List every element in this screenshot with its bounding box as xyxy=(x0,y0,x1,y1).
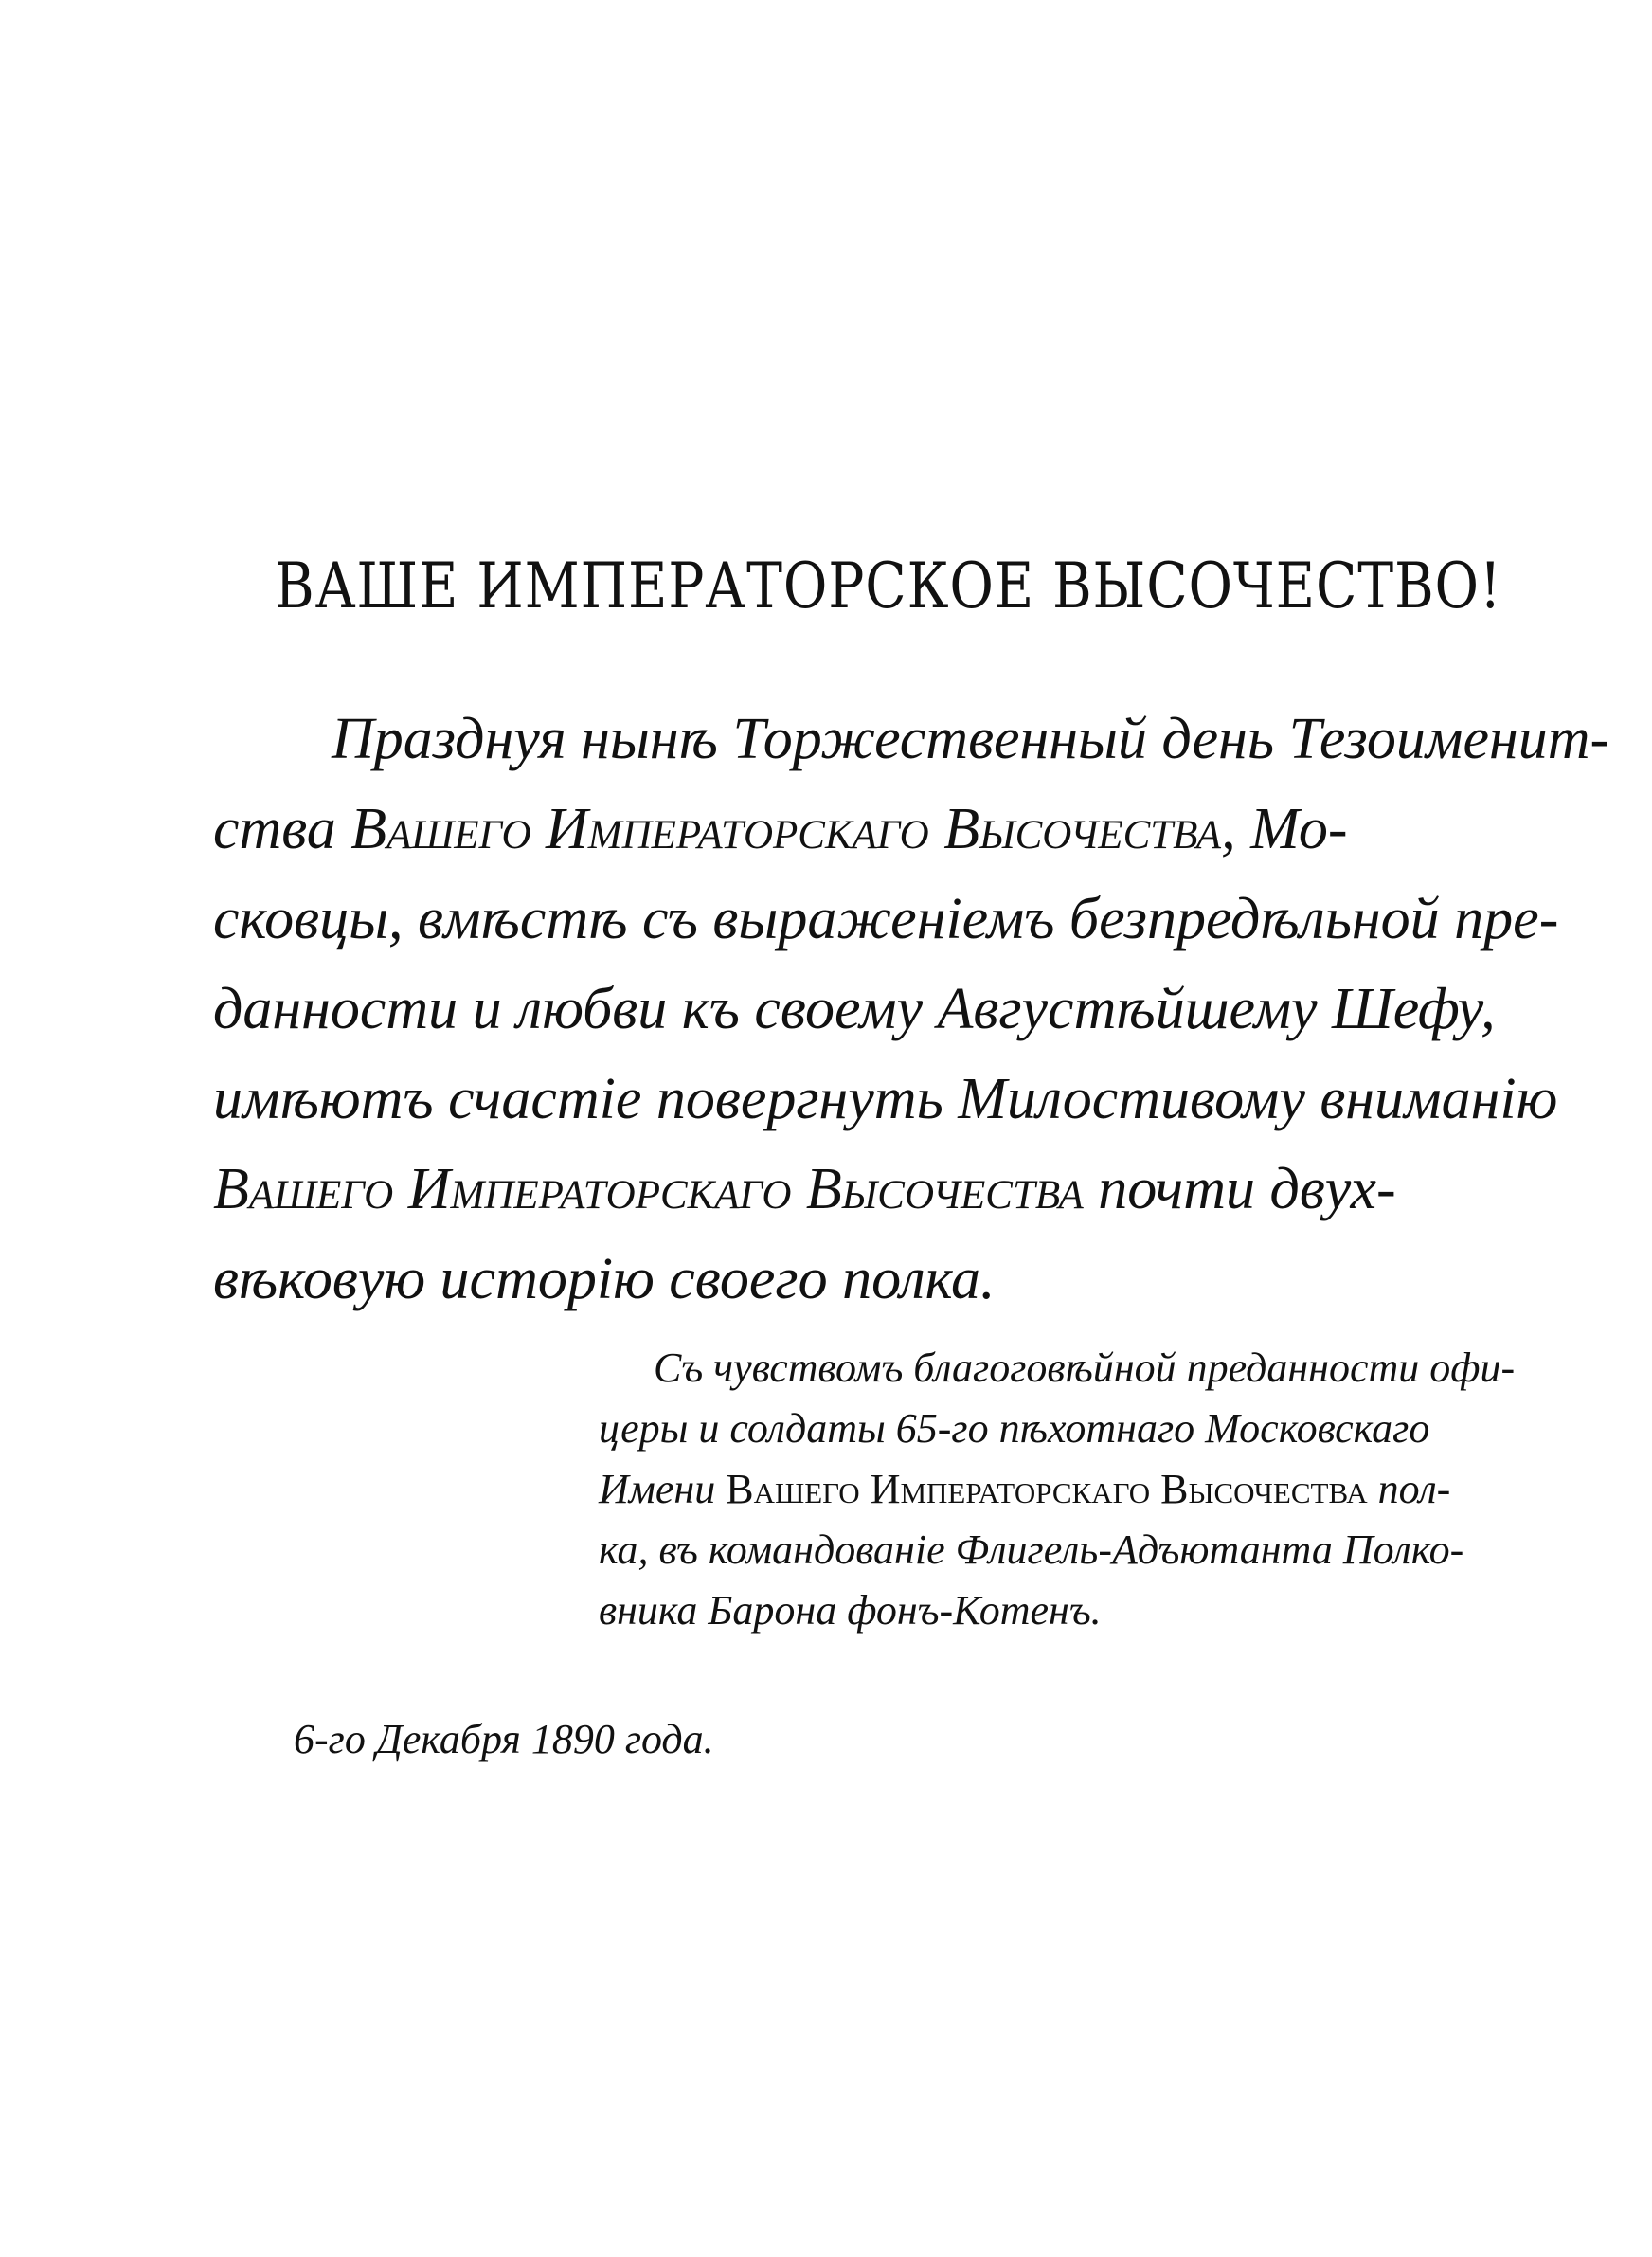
paragraph-line: имѣютъ счастіе повергнуть Милостивому вниманію xyxy=(213,1067,1558,1131)
signature-text: Имени xyxy=(599,1466,727,1512)
signature-text: пол- xyxy=(1367,1466,1451,1512)
document-date: 6-го Декабря 1890 года. xyxy=(294,1716,714,1762)
page-title: ВАШЕ ИМПЕРАТОРСКОЕ ВЫСОЧЕСТВО! xyxy=(275,550,1502,623)
paragraph-line: сковцы, вмѣстѣ съ выраженіемъ безпредѣльной пре- xyxy=(213,887,1559,951)
honorific-text: Вашего Императорскаго Высочества xyxy=(726,1466,1368,1512)
paragraph-text: ства xyxy=(213,797,351,861)
paragraph-line: Празднуя нынѣ Торжественный день Тезоименит- xyxy=(332,707,1610,771)
signature-line: церы и солдаты 65-го пѣхотнаго Московскаго xyxy=(599,1405,1430,1452)
honorific-text: Вашего Императорскаго Высочества xyxy=(213,1157,1084,1221)
paragraph-line: вѣковую исторію своего полка. xyxy=(213,1247,996,1311)
paragraph-text: , Мо- xyxy=(1221,797,1348,861)
signature-line: Съ чувствомъ благоговѣйной преданности офи- xyxy=(654,1345,1516,1391)
paragraph-line: данности и любви къ своему Августѣйшему Шефу, xyxy=(213,977,1496,1041)
signature-line: ка, въ командованіе Флигель-Адъютанта Полко- xyxy=(599,1526,1464,1573)
signature-line: вника Барона фонъ-Котенъ. xyxy=(599,1587,1102,1634)
paragraph-line xyxy=(213,796,1347,863)
honorific-text: Вашего Императорскаго Высочества xyxy=(350,797,1222,861)
signature-line xyxy=(599,1465,1450,1513)
paragraph-text: почти двух- xyxy=(1083,1157,1396,1221)
paragraph-line xyxy=(213,1156,1396,1223)
